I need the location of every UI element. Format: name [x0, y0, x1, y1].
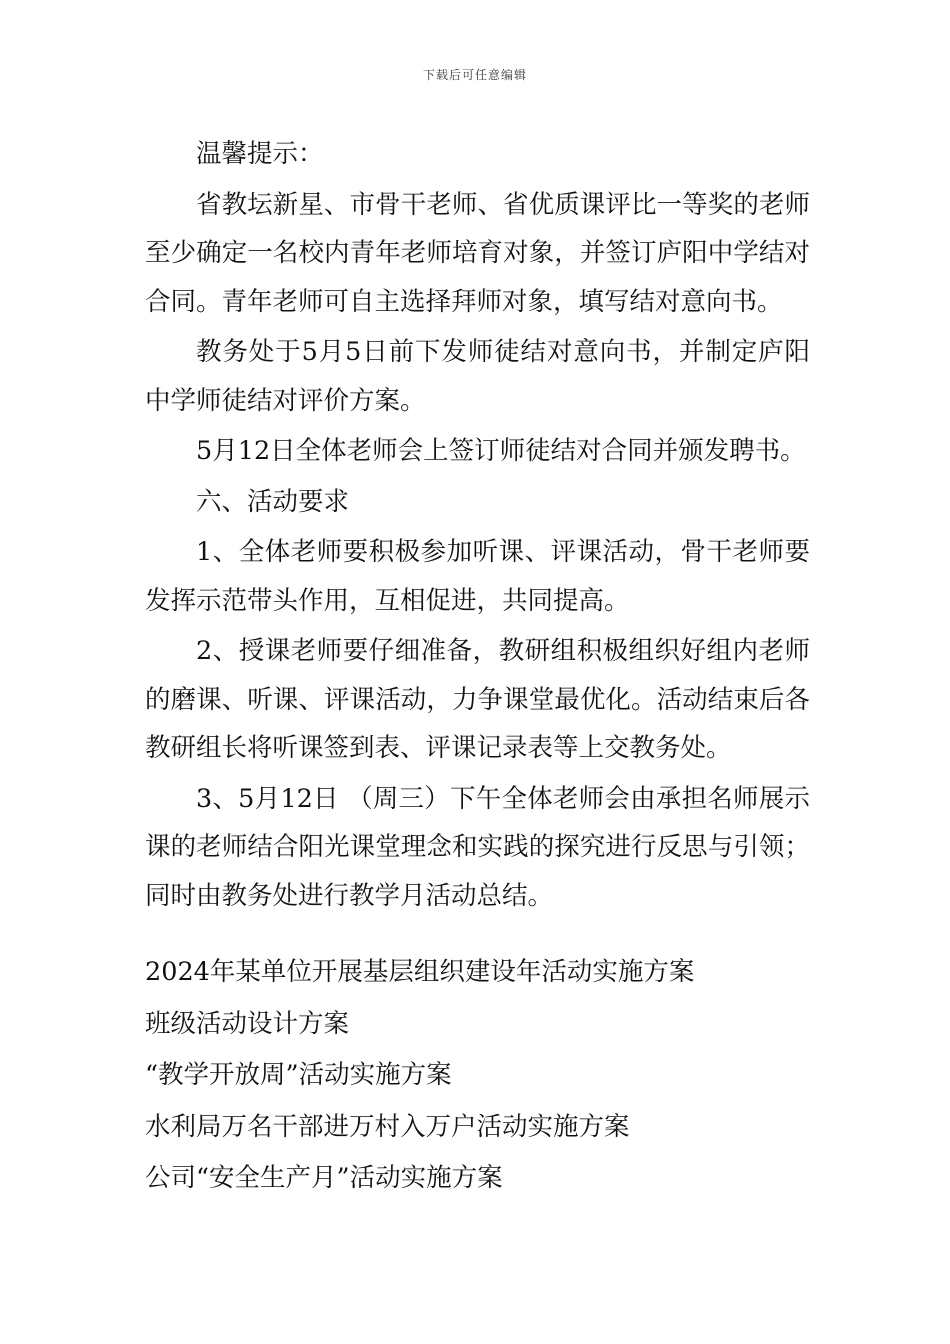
- section-heading-activity-requirements: 六、活动要求: [196, 486, 350, 517]
- document-body: [145, 130, 810, 922]
- paragraph-requirement-3: 3、5月12日 （周三）下午全体老师会由承担名师展示课的老师结合阳光课堂理念和实践的探究进行反思与引领；同时由教务处进行教学月活动总结。: [145, 783, 810, 911]
- related-link-5[interactable]: 公司“安全生产月”活动实施方案: [145, 1163, 503, 1193]
- paragraph-intent-deadline: 教务处于5月5日前下发师徒结对意向书，并制定庐阳中学师徒结对评价方案。: [145, 337, 810, 416]
- related-links-list: [145, 947, 825, 1205]
- paragraph-tip-title: 温馨提示：: [196, 139, 324, 169]
- related-link-2[interactable]: 班级活动设计方案: [145, 1008, 350, 1039]
- related-link-1[interactable]: 2024年某单位开展基层组织建设年活动实施方案: [145, 957, 695, 987]
- related-link-4[interactable]: 水利局万名干部进万村入万户活动实施方案: [145, 1111, 630, 1142]
- paragraph-contract-signing: 5月12日全体老师会上签订师徒结对合同并颁发聘书。: [196, 436, 806, 466]
- page-header-note: 下载后可任意编辑: [422, 68, 527, 82]
- related-link-3[interactable]: “教学开放周”活动实施方案: [145, 1060, 452, 1090]
- paragraph-requirement-2: 2、授课老师要仔细准备，教研组积极组织好组内老师的磨课、听课、评课活动，力争课堂最优化。活动结束后各教研组长将听课签到表、评课记录表等上交教务处。: [145, 636, 810, 763]
- paragraph-pairing-requirement: 省教坛新星、市骨干老师、省优质课评比一等奖的老师至少确定一名校内青年老师培育对象，并签订庐阳中学结对合同。青年老师可自主选择拜师对象，填写结对意向书。: [145, 189, 810, 317]
- paragraph-requirement-1: 1、全体老师要积极参加听课、评课活动，骨干老师要发挥示范带头作用，互相促进，共同提高。: [145, 537, 810, 616]
